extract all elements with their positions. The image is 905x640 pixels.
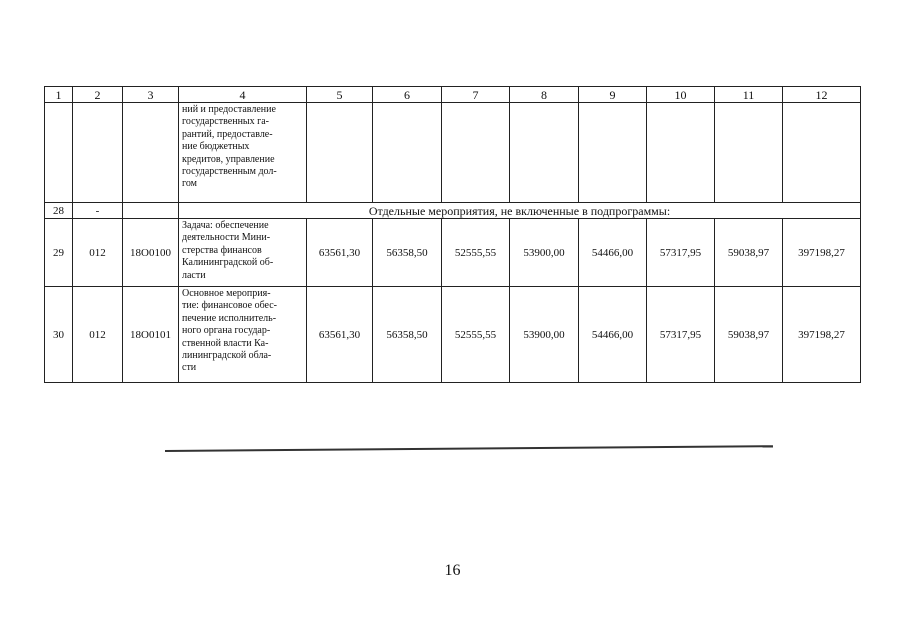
column-header: 9: [579, 87, 647, 103]
value-cell: 56358,50: [373, 219, 442, 287]
value-cell: 52555,55: [442, 287, 510, 383]
row-target-code: 18О0100: [123, 219, 179, 287]
table-row: [45, 287, 861, 383]
row-description: Задача: обеспечение деятельности Мини- стерства финансов Калининградской об- ласти: [179, 219, 307, 287]
value-cell: 52555,55: [442, 219, 510, 287]
continuation-row: [45, 103, 861, 203]
value-cell: 63561,30: [307, 287, 373, 383]
column-header: 4: [179, 87, 307, 103]
row-number: 28: [45, 203, 73, 219]
value-cell: 63561,30: [307, 219, 373, 287]
value-cell: 53900,00: [510, 287, 579, 383]
value-cell: 53900,00: [510, 219, 579, 287]
value-cell: 54466,00: [579, 287, 647, 383]
column-header: 3: [123, 87, 179, 103]
value-cell: 59038,97: [715, 219, 783, 287]
section-title: Отдельные мероприятия, не включенные в подпрограммы:: [179, 203, 861, 219]
column-header: 6: [373, 87, 442, 103]
value-cell: 56358,50: [373, 287, 442, 383]
column-header: 7: [442, 87, 510, 103]
column-header: 5: [307, 87, 373, 103]
total-cell: 397198,27: [783, 287, 861, 383]
separator-line: [165, 445, 773, 452]
row-description: Основное мероприя- тие: финансовое обес- печение исполнитель- ного органа государ- ственной власти Ка- лининградской обла- сти: [179, 287, 307, 383]
section-row: [45, 203, 861, 219]
row-code: 012: [73, 287, 123, 383]
column-header: 8: [510, 87, 579, 103]
value-cell: 57317,95: [647, 219, 715, 287]
row-code: 012: [73, 219, 123, 287]
row-number: 29: [45, 219, 73, 287]
total-cell: 397198,27: [783, 219, 861, 287]
row-number: 30: [45, 287, 73, 383]
page-number: 16: [444, 562, 461, 579]
column-header: 11: [715, 87, 783, 103]
column-header-row: [45, 87, 861, 103]
row-target-code: 18О0101: [123, 287, 179, 383]
value-cell: 57317,95: [647, 287, 715, 383]
budget-table: [44, 86, 861, 383]
column-header: 1: [45, 87, 73, 103]
column-header: 10: [647, 87, 715, 103]
table-row: [45, 219, 861, 287]
value-cell: 54466,00: [579, 219, 647, 287]
value-cell: 59038,97: [715, 287, 783, 383]
column-header: 12: [783, 87, 861, 103]
row-code: -: [73, 203, 123, 219]
row-description: ний и предоставление государственных га- рантий, предоставле- ние бюджетных кредитов, управление государственным дол- гом: [179, 103, 307, 203]
column-header: 2: [73, 87, 123, 103]
